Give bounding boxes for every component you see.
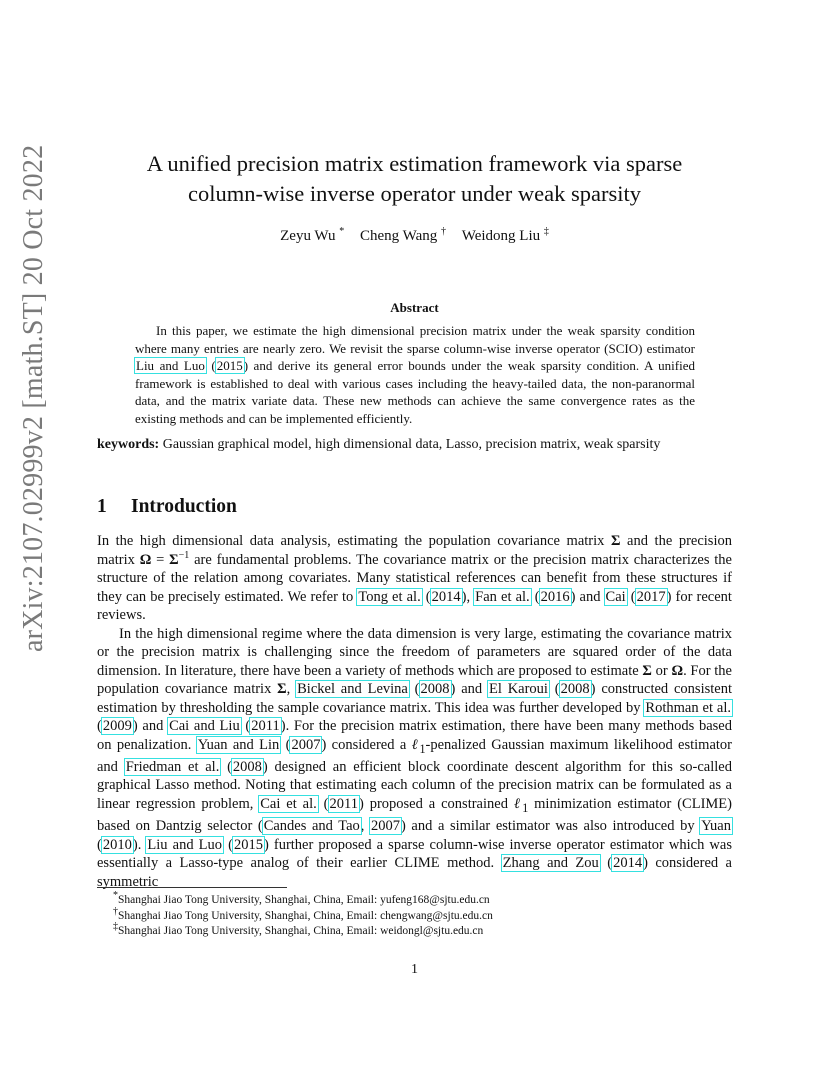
- section-number: 1: [97, 496, 107, 517]
- footnote: ‡Shanghai Jiao Tong University, Shanghai, China, Email: weidongl@sjtu.edu.cn: [113, 921, 484, 937]
- citation-link[interactable]: Cai and Liu: [169, 718, 240, 734]
- citation-link[interactable]: Liu and Luo: [147, 836, 223, 853]
- citation-link[interactable]: Fan et al.: [475, 588, 530, 605]
- citation-year-link[interactable]: 2011: [251, 718, 280, 734]
- author: Weidong Liu ‡: [461, 226, 549, 244]
- footnote-rule: [97, 887, 287, 888]
- footnote: †Shanghai Jiao Tong University, Shanghai, China, Email: chengwang@sjtu.edu.cn: [113, 905, 493, 922]
- citation-link[interactable]: Zhang and Zou: [502, 855, 599, 872]
- citation-year-link[interactable]: 2015: [233, 836, 263, 853]
- citation-year-link[interactable]: 2008: [232, 758, 262, 775]
- footnote: *Shanghai Jiao Tong University, Shanghai, China, Email: yufeng168@sjtu.edu.cn: [113, 890, 490, 906]
- citation-link[interactable]: Cai: [605, 588, 626, 605]
- citation-link[interactable]: Bickel and Levina: [297, 681, 408, 697]
- page-number: 1: [411, 962, 418, 977]
- citation-year-link[interactable]: 2014: [613, 855, 643, 872]
- citation-year-link[interactable]: 2008: [560, 681, 590, 697]
- citation-year-link[interactable]: 2010: [102, 836, 132, 853]
- citation-year-link[interactable]: 2007: [371, 818, 400, 835]
- abstract-text: In this paper, we estimate the high dimensional precision matrix under the weak sparsity condition where many entries are nearly zero. We revisit the sparse column-wise inverse operator (SCIO) estimator Liu and Luo (2015) and derive its general error bounds under the weak sparsity condition. A unified framework is established to deal with various cases including the heavy-tailed data, the non-paranormal data, and the matrix variate data. These new methods can achieve the same convergence rates as the existing methods and can be implemented efficiently.: [135, 323, 695, 426]
- paragraph: In the high dimensional regime where the data dimension is very large, estimating the covariance matrix or the precision matrix is challenging since the freedom of parameters are squared order of the data dimension. In literature, there have been a variety of methods which are proposed to estimate Σ or Ω. For the population covariance matrix Σ, Bickel and Levina (2008) and El Karoui (2008) constructed consistent estimation by thresholding the sample covariance matrix. This idea was further developed by Rothman et al. (2009) and Cai and Liu (2011). For the precision matrix estimation, there have been many methods based on penalization. Yuan and Lin (2007) considered a ℓ$_1$-penalized Gaussian maximum likelihood estimator and Friedman et al. (2008) designed an efficient block coordinate descent algorithm for this so-called graphical Lasso method. Noting that estimating each column of the precision matrix can be formulated as a linear regression problem, Cai et al. (2011) proposed a constrained ℓ$_1$ minimization estimator (CLIME) based on Dantzig selector (Candes and Tao, 2007) and a similar estimator was also introduced by Yuan (2010). Liu and Luo (2015) further proposed a sparse column-wise inverse operator estimator which was essentially a Lasso-type analog of their earlier CLIME method. Zhang and Zou (2014) considered a symmetric: [97, 625, 733, 890]
- section-heading: [97, 496, 237, 518]
- citation-year-link[interactable]: 2017: [636, 588, 666, 605]
- citation-link[interactable]: Cai et al.: [260, 795, 317, 812]
- footnotes: [113, 890, 713, 940]
- citation-link[interactable]: Candes and Tao: [263, 818, 360, 835]
- citation-year-link[interactable]: 2009: [102, 718, 132, 734]
- citation-year-link[interactable]: 2014: [431, 588, 461, 605]
- keywords-text: Gaussian graphical model, high dimensional data, Lasso, precision matrix, weak sparsity: [159, 437, 661, 452]
- author-list: [97, 228, 732, 245]
- citation-link[interactable]: Tong et al.: [358, 588, 421, 605]
- citation-year-link[interactable]: 2008: [420, 681, 450, 697]
- author-mark: *: [339, 226, 345, 237]
- abstract-heading: Abstract: [390, 300, 439, 315]
- section-title: Introduction: [131, 496, 237, 517]
- title-line-1: A unified precision matrix estimation framework via sparse: [146, 151, 683, 176]
- title-line-2: column-wise inverse operator under weak sparsity: [188, 181, 641, 206]
- keywords: [97, 436, 732, 455]
- citation-link[interactable]: Yuan: [701, 818, 731, 835]
- citation-link[interactable]: Liu and Luo: [136, 358, 205, 374]
- citation-year-link[interactable]: 2016: [540, 588, 570, 605]
- citation-link[interactable]: Rothman et al.: [645, 699, 732, 716]
- author: Cheng Wang †: [359, 226, 446, 244]
- keywords-label: keywords:: [97, 437, 160, 452]
- citation-year-link[interactable]: 2007: [291, 736, 321, 753]
- paragraph: In the high dimensional data analysis, estimating the population covariance matrix Σ and the precision matrix $\Omega = \Sigma^{-1}$ are fundamental problems. The covariance matrix or the precision matrix characterizes the structure of the relation among covariates. Many statistical references can benefit from these structures if they can be precisely estimated. We refer to Tong et al. (2014), Fan et al. (2016) and Cai (2017) for recent reviews.: [97, 533, 732, 623]
- citation-link[interactable]: Friedman et al.: [125, 758, 220, 775]
- citation-year-link[interactable]: 2011: [329, 795, 358, 812]
- citation-link[interactable]: El Karoui: [488, 681, 548, 697]
- author: Zeyu Wu *: [280, 226, 345, 244]
- author-mark: ‡: [543, 226, 549, 237]
- paper-title: [97, 149, 732, 209]
- author-mark: †: [441, 226, 446, 237]
- body-text: [97, 532, 732, 891]
- citation-year-link[interactable]: 2015: [216, 358, 243, 374]
- citation-link[interactable]: Yuan and Lin: [197, 736, 280, 753]
- arxiv-stamp-text: arXiv:2107.02999v2 [math.ST] 20 Oct 2022: [18, 144, 49, 652]
